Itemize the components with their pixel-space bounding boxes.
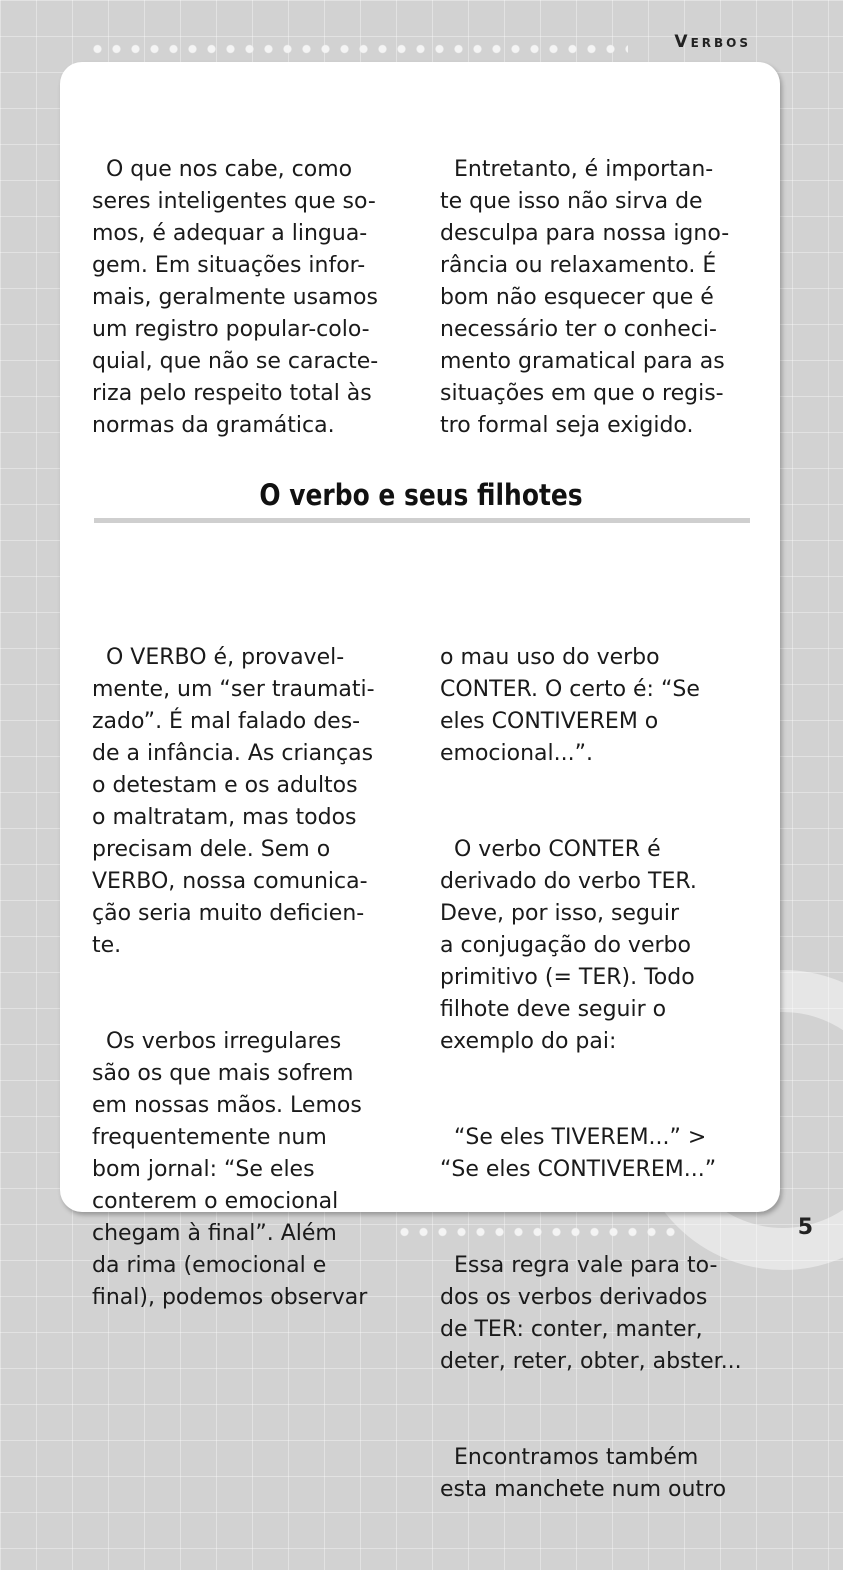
header-dot-rule — [88, 42, 628, 56]
body-column-right — [440, 578, 742, 1570]
paragraph: O verbo CONTER é derivado do verbo TER. Deve, por isso, seguir a conjugação do verbo primitivo (= TER). Todo filhote deve seguir o exemplo do pai: — [440, 837, 697, 1054]
paragraph: Entretanto, é importan- te que isso não sirva de desculpa para nossa igno- rância ou relaxamento. É bom não esquecer que é necessário ter o conheci- mento gramatical para as situações em que o regis- tro formal seja exigido. — [440, 157, 730, 438]
paragraph: O VERBO é, provavel- mente, um “ser traumati- zado”. É mal falado des- de a infância. As crianças o detestam e os adultos o maltratam, mas todos precisam dele. Sem o VERBO, nossa comunica- ção seria muito deficien- te. — [92, 645, 375, 958]
body-column-left — [92, 578, 375, 1378]
page-number: 5 — [797, 1215, 813, 1240]
paragraph: Encontramos também esta manchete num outro — [440, 1445, 727, 1502]
section-divider — [94, 518, 750, 523]
intro-column-left — [92, 90, 378, 506]
paragraph: Os verbos irregulares são os que mais sofrem em nossas mãos. Lemos frequentemente num bom jornal: “Se eles conterem o emocional chegam à final”. Além da rima (emocional e final), podemos observar — [92, 1029, 368, 1310]
content-card — [60, 62, 780, 1502]
paragraph: Essa regra vale para to- dos os verbos derivados de TER: conter, manter, deter, reter, obter, abster... — [440, 1253, 742, 1374]
paragraph: o mau uso do verbo CONTER. O certo é: “Se eles CONTIVEREM o emocional...”. — [440, 645, 700, 766]
section-heading: O verbo e seus filhotes — [259, 478, 583, 512]
intro-column-right — [440, 90, 729, 506]
paragraph: O que nos cabe, como seres inteligentes que so- mos, é adequar a lingua- gem. Em situações infor- mais, geralmente usamos um registro popular-colo- quial, que não se caracte- riza pelo respeito total às normas da gramática. — [92, 157, 379, 438]
running-header: Verbos — [674, 32, 751, 52]
footer-dot-rule — [395, 1225, 675, 1239]
paragraph: “Se eles TIVEREM...” > “Se eles CONTIVEREM...” — [440, 1125, 717, 1182]
